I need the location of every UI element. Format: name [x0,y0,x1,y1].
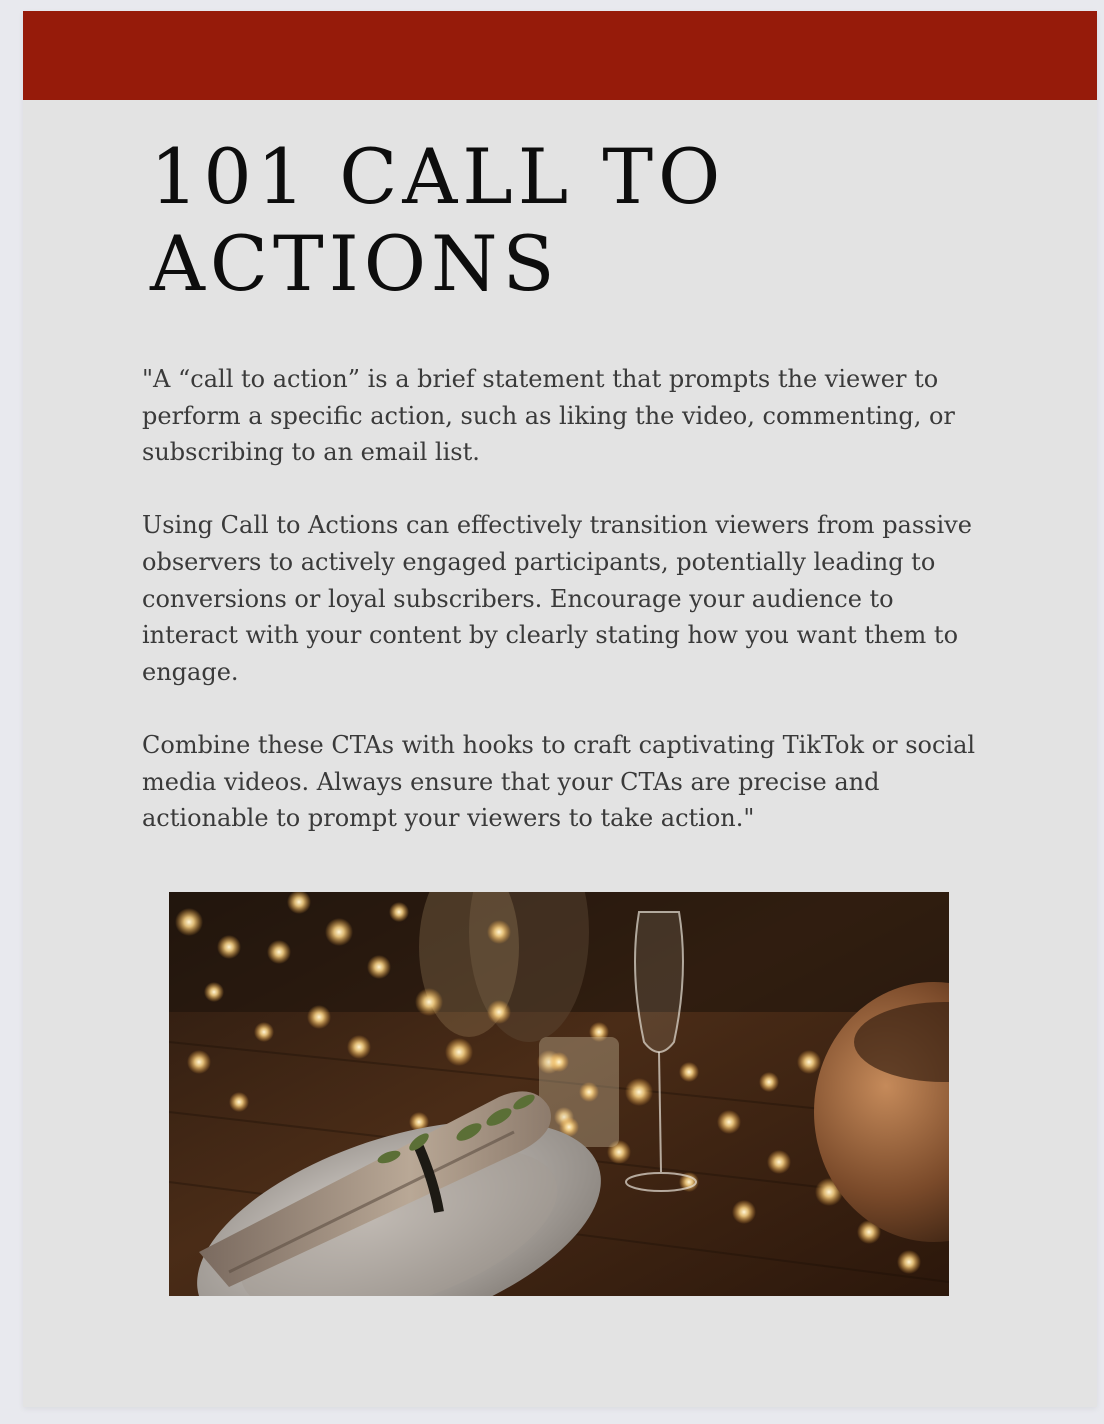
page-title: 101 CALL TO ACTIONS [150,132,726,308]
document-page [23,11,1097,1407]
paragraph-benefits: Using Call to Actions can effectively transition viewers from passive observers to actively engaged participants, potentially leading to conversions or loyal subscribers. Encourage your audience to interact with your content by clearly stating how you want them to engage. [142,511,972,686]
paragraph-definition: "A “call to action” is a brief statement that prompts the viewer to perform a specific action, such as liking the video, commenting, or subscribing to an email list. [142,365,955,467]
intro-text [142,361,982,873]
paragraph-usage: Combine these CTAs with hooks to craft captivating TikTok or social media videos. Always ensure that your CTAs are precise and actionable to prompt your viewers to take action." [142,730,976,833]
dinner-table-photo [169,892,949,1296]
header-color-bar [23,11,1097,100]
